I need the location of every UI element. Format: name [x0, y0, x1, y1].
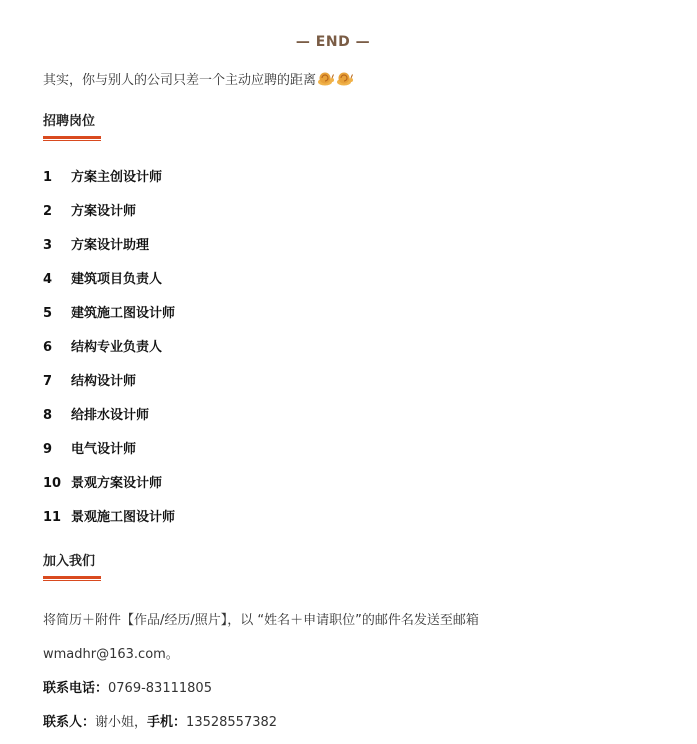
snail-icon	[317, 71, 335, 87]
list-item	[43, 371, 175, 405]
item-number: 9	[43, 442, 53, 457]
item-number: 1	[43, 170, 53, 185]
list-item	[43, 235, 175, 269]
list-item	[43, 167, 175, 201]
list-item	[43, 269, 175, 303]
position-label: 电气设计师	[71, 442, 137, 457]
list-item	[43, 507, 175, 541]
list-item	[43, 303, 175, 337]
end-marker: — END —	[295, 34, 371, 50]
position-label: 结构专业负责人	[71, 340, 163, 355]
phone-label: 联系电话：	[43, 681, 109, 696]
mobile-label: 手机：	[147, 715, 187, 730]
list-item	[43, 405, 175, 439]
item-number: 10	[43, 476, 62, 491]
list-item	[43, 201, 175, 235]
item-number: 6	[43, 340, 53, 355]
join-section-title	[43, 553, 101, 579]
position-label: 建筑项目负责人	[71, 272, 163, 287]
application-instruction: 将简历＋附件【作品/经历/照片】，以 “姓名＋申请职位”的邮件名发送至邮箱	[43, 613, 479, 628]
intro-label: 其实，你与别人的公司只差一个主动应聘的距离	[43, 73, 317, 88]
position-label: 结构设计师	[71, 374, 137, 389]
list-item	[43, 473, 175, 507]
position-label: 景观方案设计师	[71, 476, 163, 491]
email-address[interactable]: wmadhr@163.com。	[43, 647, 179, 662]
positions-title-label: 招聘岗位	[43, 114, 96, 129]
item-number: 5	[43, 306, 53, 321]
position-label: 给排水设计师	[71, 408, 150, 423]
phone-line	[43, 677, 212, 696]
contact-person-line	[43, 711, 277, 730]
position-label: 方案设计师	[71, 204, 137, 219]
title-underline	[43, 576, 101, 579]
item-number: 11	[43, 510, 62, 525]
position-label: 建筑施工图设计师	[71, 306, 176, 321]
join-title-label: 加入我们	[43, 554, 96, 569]
position-label: 方案设计助理	[71, 238, 150, 253]
list-item	[43, 337, 175, 371]
item-number: 2	[43, 204, 53, 219]
list-item	[43, 439, 175, 473]
item-number: 8	[43, 408, 53, 423]
contact-name: 谢小姐，	[95, 715, 148, 730]
positions-list	[43, 167, 175, 541]
position-label: 方案主创设计师	[71, 170, 163, 185]
contact-label: 联系人：	[43, 715, 96, 730]
title-underline	[43, 136, 101, 139]
item-number: 4	[43, 272, 53, 287]
intro-text	[43, 69, 354, 88]
mobile-number[interactable]: 13528557382	[186, 715, 278, 730]
position-label: 景观施工图设计师	[71, 510, 176, 525]
positions-section-title	[43, 113, 101, 139]
item-number: 7	[43, 374, 53, 389]
item-number: 3	[43, 238, 53, 253]
snail-icon	[336, 71, 354, 87]
phone-number[interactable]: 0769-83111805	[108, 681, 212, 696]
